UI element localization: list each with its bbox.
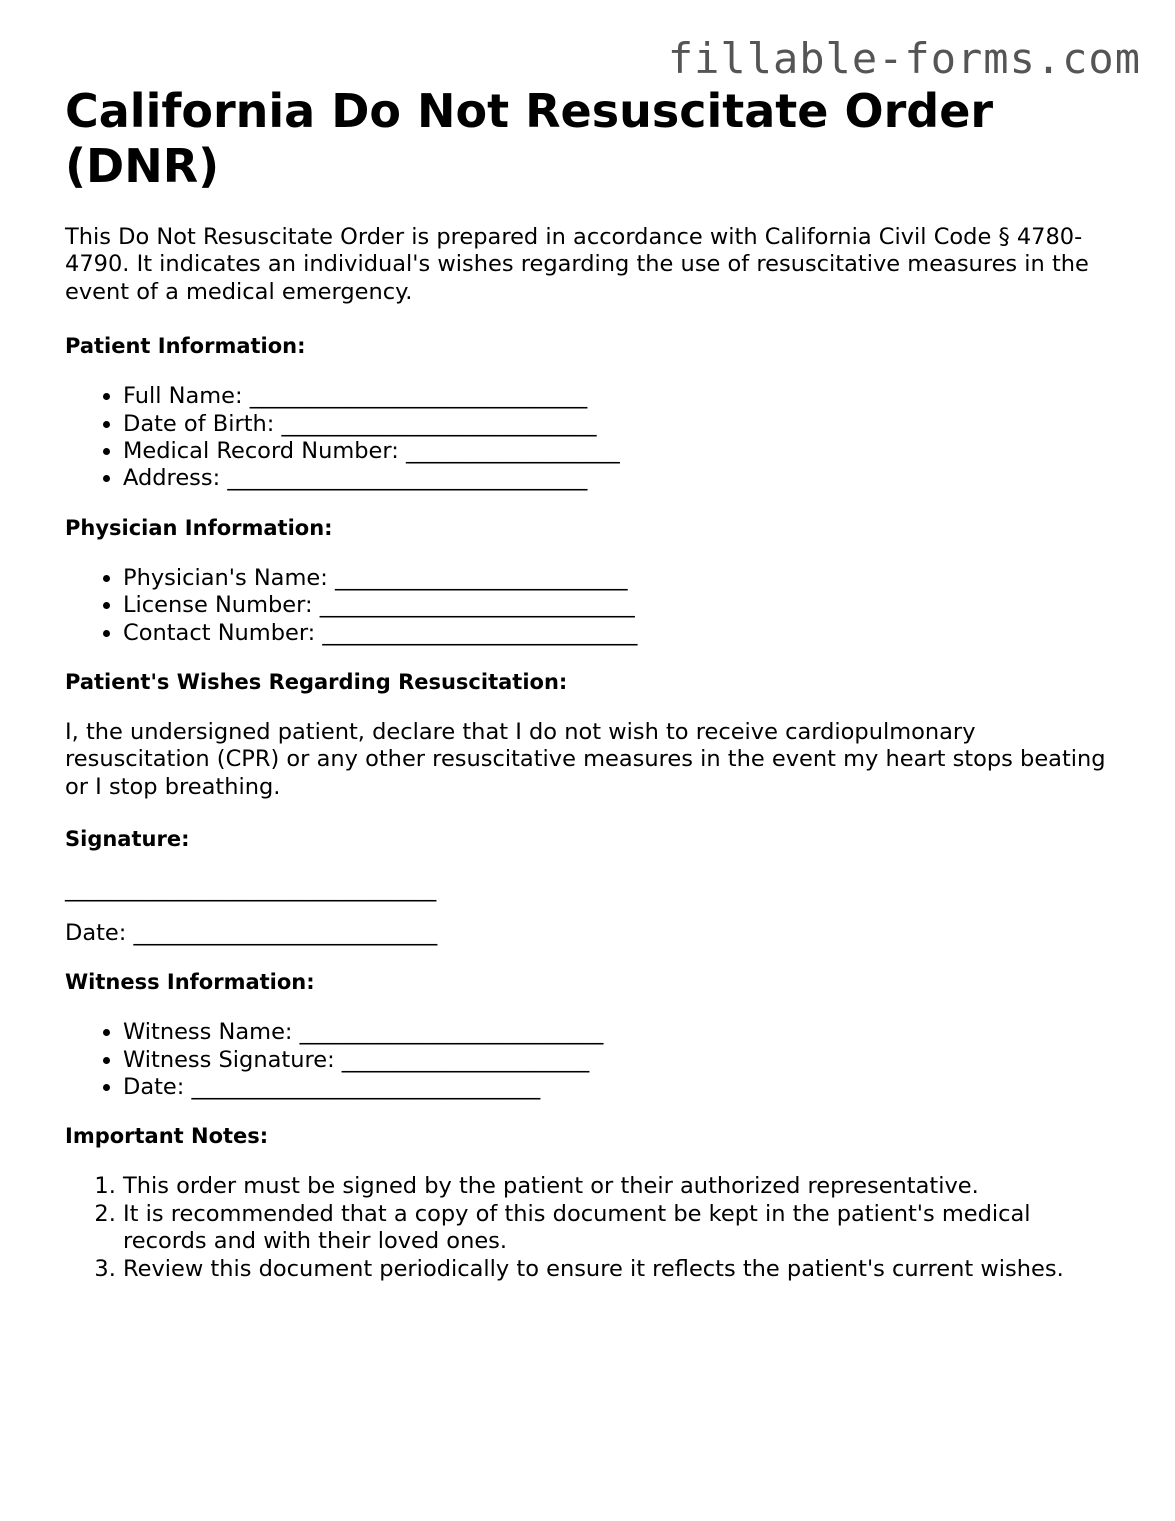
physician-info-list — [65, 565, 1115, 647]
patient-dob-field[interactable]: • Date of Birth: ____________________________ — [123, 411, 1115, 438]
intro-paragraph: This Do Not Resuscitate Order is prepared in accordance with California Civil Code § 4780-4790. It indicates an individual's wishes regarding the use of resuscitative measures in the event of a medical emergency. — [65, 224, 1089, 305]
witness-info-heading: Witness Information: — [65, 970, 315, 995]
wishes-heading: Patient's Wishes Regarding Resuscitation: — [65, 670, 568, 695]
patient-info-list — [65, 383, 1115, 493]
signature-heading: Signature: — [65, 827, 190, 852]
witness-name-field[interactable]: • Witness Name: ___________________________ — [123, 1019, 1115, 1046]
physician-contact-field[interactable]: • Contact Number: ____________________________ — [123, 620, 1115, 647]
important-notes-list — [65, 1173, 1115, 1283]
signature-line-field[interactable]: _________________________________ — [65, 876, 437, 903]
physician-info-heading: Physician Information: — [65, 515, 333, 540]
patient-info-heading: Patient Information: — [65, 334, 306, 359]
page-title: California Do Not Resuscitate Order (DNR) — [65, 84, 994, 193]
wishes-paragraph: I, the undersigned patient, declare that I do not wish to receive cardiopulmonary resuscitation (CPR) or any other resuscitative measures in the event my heart stops beating or I stop breathing. — [65, 719, 1106, 800]
physician-name-field[interactable]: • Physician's Name: __________________________ — [123, 565, 1115, 592]
watermark: fillable-forms.com — [667, 34, 1141, 83]
signature-date-field[interactable]: Date: ___________________________ — [65, 919, 438, 946]
important-notes-heading: Important Notes: — [65, 1124, 269, 1149]
witness-date-field[interactable]: • Date: _______________________________ — [123, 1074, 1115, 1101]
note-item: 1. This order must be signed by the patient or their authorized representative. — [123, 1173, 1115, 1200]
note-item: 3. Review this document periodically to ensure it reflects the patient's current wishes. — [123, 1256, 1115, 1283]
witness-signature-field[interactable]: • Witness Signature: ______________________ — [123, 1047, 1115, 1074]
note-item: 2. It is recommended that a copy of this document be kept in the patient's medical records and with their loved ones. — [123, 1201, 1115, 1256]
document-page — [65, 84, 1115, 1305]
physician-license-field[interactable]: • License Number: ____________________________ — [123, 592, 1115, 619]
patient-full-name-field[interactable]: • Full Name: ______________________________ — [123, 383, 1115, 410]
patient-mrn-field[interactable]: • Medical Record Number: ___________________ — [123, 438, 1115, 465]
witness-info-list — [65, 1019, 1115, 1101]
patient-address-field[interactable]: • Address: ________________________________ — [123, 465, 1115, 492]
